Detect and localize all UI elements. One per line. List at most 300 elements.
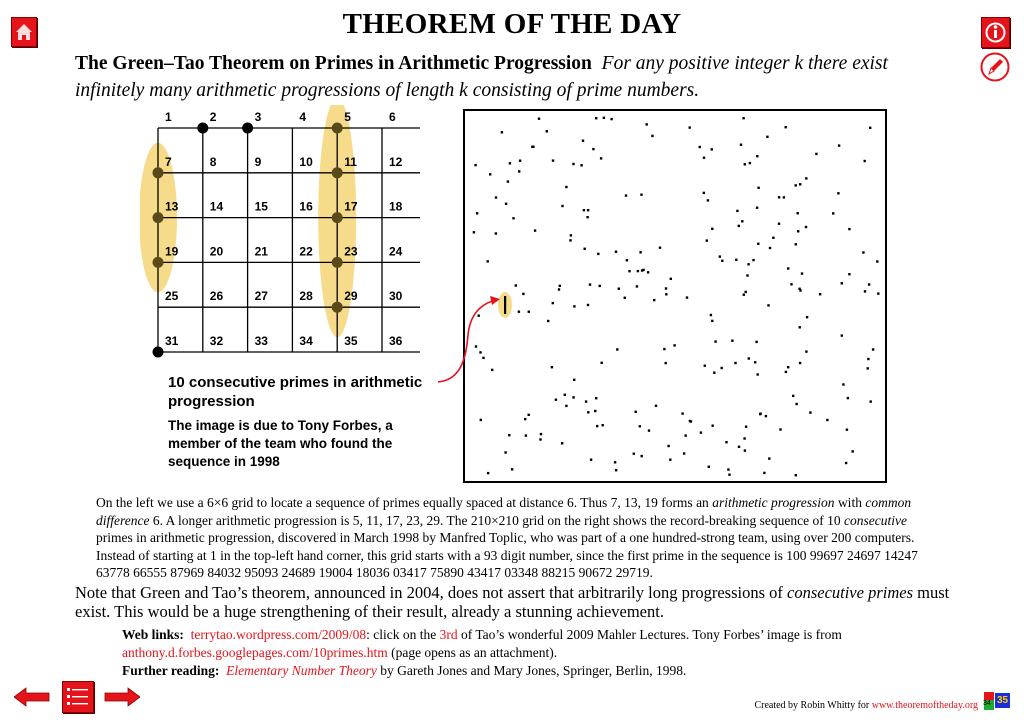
grid-number: 19 [165,244,179,259]
prime-dot [518,170,520,172]
prime-dot [714,340,716,342]
prime-dot [570,234,572,236]
previous-arrow-button[interactable] [14,687,50,707]
six-by-six-grid [140,105,420,367]
prime-dot [580,164,582,166]
badge-number-b: 35 [996,695,1009,706]
prime-dot [573,305,575,307]
prime-dot [585,400,587,402]
prime-dot [736,210,738,212]
prime-dot [501,131,503,133]
prime-dot [552,159,554,161]
prime-dot [600,157,602,159]
prime-dot [703,157,705,159]
prime-dot [847,397,849,399]
prime-dot [633,453,635,455]
prime-dot [487,472,489,474]
prime-dot [628,270,630,272]
prime-dot [799,326,801,328]
prime-dot [685,434,687,436]
prime-dot [711,320,713,322]
prime-dot [332,123,343,134]
prime-dot [551,366,553,368]
prime-dot [332,302,343,313]
credit-text: Created by Robin Whitty for [754,700,872,711]
prime-dot [728,474,730,476]
prime-dot [700,431,702,433]
prime-dot [587,304,589,306]
prime-dot [509,162,511,164]
grid-number: 16 [299,199,313,214]
pencil-icon [980,52,1010,82]
credit-line [754,700,978,711]
prime-dot [779,428,781,430]
prime-dot [519,160,521,162]
prime-dot [795,243,797,245]
grid-number: 20 [209,244,224,259]
prime-dot [641,455,643,457]
prime-dot [561,442,563,444]
prime-dot [587,209,589,211]
prime-dot [721,260,723,262]
text-run: by Gareth Jones and Mary Jones, Springer, Berlin, 1998. [376,663,687,678]
prime-dot [805,226,807,228]
prime-dot [741,220,743,222]
prime-dot [848,273,850,275]
theorem-text: For any positive integer k there exist infinitely many arithmetic progressions of length k consisting of prime numbers. [75,53,888,101]
prime-dot [721,367,723,369]
prime-dot [667,445,669,447]
prime-dot [711,228,713,230]
prime-dot [665,362,667,364]
prime-dot [712,425,714,427]
prime-dot [583,209,585,211]
prime-dot [799,183,801,185]
prime-dot [670,278,672,280]
prime-dot [795,474,797,476]
prime-dot [507,180,509,182]
prime-dot [759,413,761,415]
prime-dot [476,212,478,214]
prime-dot [710,314,712,316]
prime-dot [595,117,597,119]
prime-dot [601,362,603,364]
prime-dot [746,274,748,276]
prime-dot [806,316,808,318]
prime-dot [819,293,821,295]
grid-number: 27 [254,289,268,304]
prime-dot [745,291,747,293]
prime-dot [809,411,811,413]
grid-number: 21 [254,244,268,259]
prime-dot [582,140,584,142]
prime-dot [743,294,745,296]
prime-dot [699,146,701,148]
prime-dot [708,466,710,468]
prime-dot [534,229,536,231]
grid-number: 1 [165,110,172,124]
text-run: Note that Green and Tao’s theorem, announced in 2004, does not assert that arbitrarily long progressions of [75,583,787,602]
prime-dot [663,348,665,350]
text-run: : click on the [366,627,440,642]
prime-dot [795,403,797,405]
badge-number-a: 34 [983,700,991,707]
prime-dot [845,462,847,464]
prime-dot [767,304,769,306]
grid-number: 23 [344,244,358,259]
prime-dot [864,160,866,162]
prime-dot [785,371,787,373]
prime-dot [524,418,526,420]
references [122,626,952,680]
prime-dot [683,452,685,454]
prime-dot [474,164,476,166]
theorem-number-badge [982,690,1012,712]
grid-number: 22 [299,244,313,259]
prime-dot [618,288,620,290]
prime-dot [592,148,594,150]
grid-number: 7 [165,154,172,169]
prime-dot [778,223,780,225]
prime-dot [864,290,866,292]
prime-dot [797,212,799,214]
prime-dot [642,269,644,271]
prime-dot [597,253,599,255]
prime-dot [546,130,548,132]
prime-dot [473,231,475,233]
prime-dot [869,127,871,129]
consecutive-caption: 10 consecutive primes in arithmetic progression [168,374,423,410]
prime-dot [713,372,715,374]
grid-number: 36 [389,334,403,348]
explanation-paragraph [96,494,936,582]
prime-dot [852,450,854,452]
prime-dot [495,232,497,234]
grid-number: 6 [389,110,396,124]
prime-dot [797,230,799,232]
prime-dot [841,334,843,336]
prime-dot [504,451,506,453]
prime-dot [826,419,828,421]
prime-dot [769,247,771,249]
image-credit-caption: The image is due to Tony Forbes, a member of the team who found the sequence in 1998 [168,418,393,469]
grid-number: 14 [209,199,224,214]
prime-dot [755,341,757,343]
text-run: common difference [96,495,912,528]
prime-dot [832,212,834,214]
prime-dot [495,196,497,198]
list-icon [63,682,93,712]
prime-dot [743,437,745,439]
edit-button[interactable] [980,52,1010,82]
next-arrow-button[interactable] [104,687,140,707]
prime-dot [665,287,667,289]
prime-dot [625,194,627,196]
prime-dot [799,362,801,364]
prime-dot [731,340,733,342]
prime-dot [626,259,628,261]
prime-dot [757,243,759,245]
prime-dot [735,259,737,261]
prime-dot [528,311,530,313]
prime-dot [872,348,874,350]
prime-dot [569,239,571,241]
book-link[interactable]: Elementary Number Theory [226,663,377,678]
grid-number: 17 [344,199,358,214]
text-run: consecutive [843,512,907,528]
grid-number: 12 [389,154,403,169]
prime-dot [795,184,797,186]
text-run: consecutive primes [787,583,913,602]
prime-dot [332,167,343,178]
prime-dot [590,459,592,461]
prime-dot [594,410,596,412]
prime-dot [636,285,638,287]
prime-dot [772,237,774,239]
prime-dot [572,396,574,398]
prime-dot [487,260,489,262]
prime-dot [518,311,520,313]
prime-dot [801,272,803,274]
grid-number: 15 [254,199,268,214]
prime-dot [841,282,843,284]
prime-dot [653,299,655,301]
prime-dot [616,348,618,350]
prime-dot [742,117,744,119]
tao-link[interactable]: terrytao.wordpress.com/2009/08 [190,627,367,642]
grid-number: 28 [299,289,313,304]
prime-dot [706,239,708,241]
text-run: (page opens as an attachment). [387,645,558,660]
prime-dot [615,251,617,253]
prime-dot [153,212,164,223]
prime-dot [740,144,742,146]
prime-dot [659,247,661,249]
prime-dot [727,468,729,470]
grid-number: 2 [209,110,217,124]
prime-dot [332,212,343,223]
grid-number: 32 [209,334,224,348]
text-run: arithmetic progression [712,495,835,510]
prime-dot [603,117,605,119]
prime-dot [744,449,746,451]
prime-dot [681,412,683,414]
prime-dot [815,153,817,155]
prime-dot [573,379,575,381]
grid-number: 18 [389,199,403,214]
text-run: must exist. This would be a huge strengthening of their result, already a stunning achievement. [75,583,950,621]
prime-dot [647,271,649,273]
prime-dot [564,394,566,396]
further-reading-label: Further reading: [122,663,220,678]
prime-dot [596,425,598,427]
prime-dot [651,135,653,137]
prime-dot [778,196,780,198]
prime-dot [848,228,850,230]
prime-dot [602,424,604,426]
prime-dot [877,292,879,294]
prime-dot [747,263,749,265]
prime-dot [837,192,839,194]
prime-dot [748,357,750,359]
prime-dot [587,411,589,413]
text-run: On the left we use a 6×6 grid to locate a sequence of primes equally spaced at distance 6. Thus 7, 13, 19 forms an [96,495,713,510]
theorem-name: The Green–Tao Theorem on Primes in Arithmetic Progression [75,53,592,74]
prime-dot [870,400,872,402]
prime-dot [615,469,617,471]
prime-dot [846,429,848,431]
prime-dot [539,438,541,440]
prime-dot [754,361,756,363]
prime-dot [197,123,208,134]
grid-number: 31 [165,334,179,348]
prime-dot [610,118,612,120]
prime-dot [690,420,692,422]
text-run: 6. A longer arithmetic progression is 5, 11, 17, 23, 29. The 210×210 grid on the right shows the record-breaking sequence of 10 [149,512,844,528]
prime-dot [711,148,713,150]
web-links-label: Web links: [122,627,184,642]
prime-dot [531,146,533,148]
prime-dot [719,255,721,257]
text-run: of Tao’s wonderful 2009 Mahler Lectures. Tony Forbes’ image is from [457,627,842,642]
badge-square-a [984,692,994,700]
prime-dot [799,289,801,291]
prime-dot [868,283,870,285]
prime-dot [595,397,597,399]
prime-dot [639,251,641,253]
prime-dot [552,302,554,304]
prime-dot [505,203,507,205]
prime-dot [792,395,794,397]
prime-dot [558,288,560,290]
prime-dot [707,199,709,201]
prime-dot [639,425,641,427]
prime-dot [565,186,567,188]
prime-dot [785,126,787,128]
prime-dot [673,344,675,346]
prime-dot [540,433,542,435]
prime-dot [704,365,706,367]
prime-dot [665,293,667,295]
prime-dot [703,192,705,194]
prime-dot [763,472,765,474]
grid-number: 24 [389,244,403,259]
prime-dot [756,155,758,157]
page-title: THEOREM OF THE DAY [342,8,682,40]
prime-dot [515,284,517,286]
prime-dot [783,196,785,198]
grid-number: 4 [299,110,307,124]
prime-dot [153,257,164,268]
prime-dot [734,362,736,364]
prime-dot [745,426,747,428]
prime-dot [489,173,491,175]
prime-dot [689,126,691,128]
prime-dot [589,283,591,285]
grid-number: 11 [344,154,357,169]
prime-dot [768,457,770,459]
prime-dot [480,419,482,421]
text-run: primes in arithmetic progression, discovered in March 1998 by Manfred Toplic, who was part of a one hundred-strong team, using over 200 computers. Instead of starting at 1 in the top-left hand corner, this grid starts with a 93 digit number, since the first prime in the sequence is 100 99697 24697 14247 63778 66555 87969 84032 95093 24689 19004 18036 03417 75890 43417 03348 88215 90672 29719. [96,530,918,581]
prime-dot [867,358,869,360]
text-run: with [834,495,866,510]
site-link[interactable]: www.theoremoftheday.org [871,700,978,711]
prime-dot [790,283,792,285]
prime-dot [559,285,561,287]
prime-dot [805,350,807,352]
grid-number: 3 [254,110,262,124]
grid-number: 8 [209,154,217,169]
theorem-statement [75,50,960,104]
prime-dot [725,441,727,443]
right-arrow-icon [104,687,140,707]
prime-dot [565,405,567,407]
prime-dot [528,414,530,416]
prime-dot [738,225,740,227]
prime-dot [561,205,563,207]
prime-dot [153,167,164,178]
prime-dot [765,415,767,417]
grid-number: 30 [389,289,403,304]
prime-dot [614,461,616,463]
note-paragraph [75,584,960,621]
left-arrow-icon [14,687,50,707]
prime-dot [686,296,688,298]
prime-dot [648,429,650,431]
prime-dot [599,285,601,287]
prime-dot [511,468,513,470]
prime-dot [867,367,869,369]
prime-dot [738,446,740,448]
grid-number: 26 [209,289,224,304]
prime-dot [635,411,637,413]
prime-dot [787,366,789,368]
record-sequence-grid [463,109,887,483]
prime-dot [153,347,164,358]
prime-dot [766,136,768,138]
grid-number: 33 [254,334,268,348]
grid-number: 35 [344,334,358,348]
grid-number: 25 [165,289,179,304]
prime-dot [525,434,527,436]
prime-dot [752,259,754,261]
prime-dot [876,260,878,262]
prime-dot [842,383,844,385]
prime-dot [572,163,574,165]
prime-dot [749,162,751,164]
forbes-link[interactable]: anthony.d.forbes.googlepages.com/10primes.htm [122,645,388,660]
prime-dot [555,399,557,401]
index-button[interactable] [62,681,94,713]
prime-dot [584,248,586,250]
third-lecture-link[interactable]: 3rd [439,627,458,642]
prime-dot [838,144,840,146]
grid-number: 29 [344,289,358,304]
prime-dot [586,216,588,218]
prime-dot [637,270,639,272]
grid-number: 5 [344,110,351,124]
prime-dot [744,163,746,165]
prime-dot [862,251,864,253]
grid-number: 9 [254,154,262,169]
prime-dot [669,459,671,461]
prime-dot [508,434,510,436]
grid-number: 13 [165,199,179,214]
grid-number: 10 [299,154,313,169]
prime-dot [547,320,549,322]
prime-dot [538,118,540,120]
prime-dot [805,177,807,179]
